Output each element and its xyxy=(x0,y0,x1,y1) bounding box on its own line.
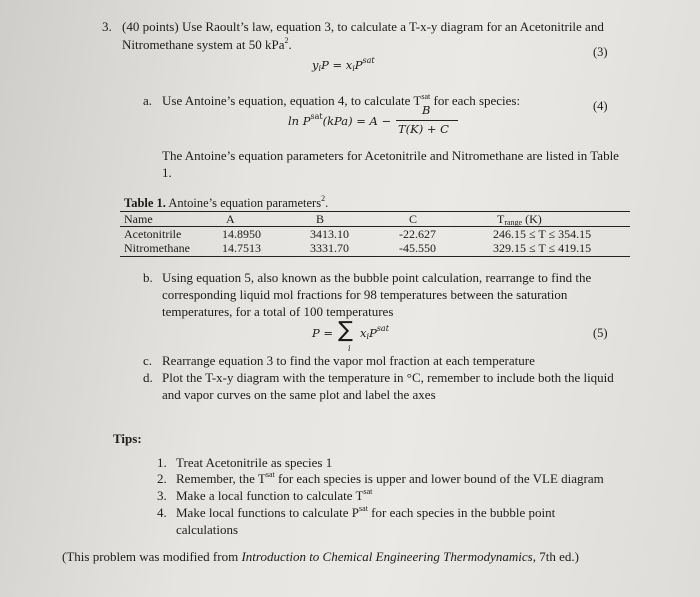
part-d-line1: Plot the T-x-y diagram with the temperature in °C, remember to include both the liquid xyxy=(162,370,614,385)
table-header-b: B xyxy=(316,212,325,226)
tip-text: Make local functions to calculate $P^{sat}$ for each species in the bubble point xyxy=(176,504,556,520)
equation-4-left: $\ln P^{sat}(kPa) = A$ − xyxy=(288,112,392,128)
equation-4-numerator: B xyxy=(422,103,431,117)
tip-text: Remember, the $T^{sat}$ for each species is upper and lower bound of the VLE diagram xyxy=(176,470,604,486)
table-cell: -22.627 xyxy=(399,227,436,241)
tip-text: Treat Acetonitrile as species 1 xyxy=(176,455,333,470)
table-cell: 3331.70 xyxy=(310,241,349,255)
part-b-line1: Using equation 5, also known as the bubble point calculation, rearrange to find the xyxy=(162,270,592,285)
equation-3: $y_iP = x_iP^{sat}$ xyxy=(312,56,375,73)
tip-number: 4. xyxy=(157,505,167,520)
tip-number: 1. xyxy=(157,455,167,470)
part-b-line2: corresponding liquid mol fractions for 98 temperatures between the saturation xyxy=(162,287,568,302)
part-b-line3: temperatures, for a total of 100 temperatures xyxy=(162,304,394,319)
problem-intro-line1: (40 points) Use Raoult’s law, equation 3, to calculate a T-x-y diagram for an Acetonitrile and xyxy=(122,19,604,34)
equation-4-number: (4) xyxy=(593,99,608,113)
table-cell: 3413.10 xyxy=(310,227,349,241)
table-header-name: Name xyxy=(124,212,153,226)
table-header-a: A xyxy=(226,212,235,226)
part-a-note-line2: 1. xyxy=(162,165,172,180)
problem-intro-line2: Nitromethane system at 50 kPa$^2$. xyxy=(122,36,292,52)
equation-5-left: P = xyxy=(312,326,334,340)
part-d-label: d. xyxy=(143,370,153,385)
table-cell: Nitromethane xyxy=(124,241,190,255)
tip-number: 2. xyxy=(157,471,167,486)
table-header-c: C xyxy=(409,212,418,226)
part-c-text: Rearrange equation 3 to find the vapor mol fraction at each temperature xyxy=(162,353,535,368)
table-bottom-rule xyxy=(120,256,630,257)
table-cell: 246.15 ≤ T ≤ 354.15 xyxy=(493,227,592,241)
table-cell: 14.8950 xyxy=(222,227,261,241)
part-b-label: b. xyxy=(143,270,153,285)
part-a-text: Use Antoine’s equation, equation 4, to calculate $T^{sat}$ for each species: xyxy=(162,92,521,108)
equation-4-fraction xyxy=(396,103,458,137)
table-cell: Acetonitrile xyxy=(124,227,182,241)
summation-index: i xyxy=(348,344,351,353)
tip-text-continued: calculations xyxy=(176,522,239,537)
part-c-label: c. xyxy=(143,353,153,368)
source-note: (This problem was modified from Introduction to Chemical Engineering Thermodynamics, 7th ed.) xyxy=(62,549,579,564)
equation-3-number: (3) xyxy=(593,45,608,59)
equation-5-term: $x_iP^{sat}$ xyxy=(360,324,389,341)
table-header-trange: $T_{range}$ (K) xyxy=(497,212,542,227)
equation-5-number: (5) xyxy=(593,326,608,340)
table-caption: Table 1. Antoine’s equation parameters$^2$. xyxy=(124,194,329,210)
part-a-label: a. xyxy=(143,93,153,108)
tips-title: Tips: xyxy=(113,431,142,446)
tip-text: Make a local function to calculate $T^{sat}$ xyxy=(176,487,373,503)
table-cell: 14.7513 xyxy=(222,241,261,255)
problem-number: 3. xyxy=(102,19,112,34)
part-d-line2: and vapor curves on the same plot and label the axes xyxy=(162,387,436,402)
fraction-bar xyxy=(396,120,458,121)
tip-number: 3. xyxy=(157,488,167,503)
table-cell: -45.550 xyxy=(399,241,436,255)
table-top-rule xyxy=(120,211,630,212)
equation-4-denominator: T(K) + C xyxy=(398,122,449,136)
table-cell: 329.15 ≤ T ≤ 419.15 xyxy=(493,241,592,255)
part-a-note-line1: The Antoine’s equation parameters for Acetonitrile and Nitromethane are listed in Table xyxy=(162,148,619,163)
summation-symbol: ∑ xyxy=(338,318,353,343)
